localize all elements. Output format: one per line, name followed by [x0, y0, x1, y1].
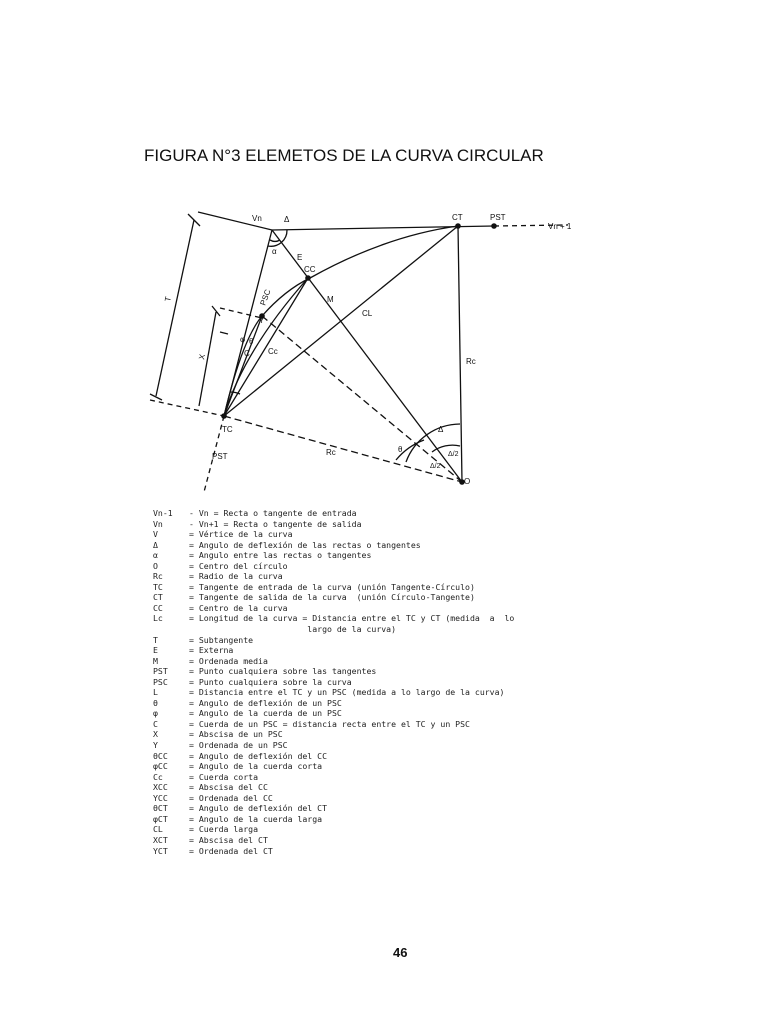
cc-point [305, 275, 311, 281]
legend-row [153, 550, 593, 561]
legend-description: = Abscisa del CC [189, 782, 268, 793]
label-t: T [163, 295, 173, 303]
legend-symbol: E [153, 645, 158, 656]
legend-row [153, 508, 593, 519]
legend-description: = Angulo de deflexión del CT [189, 803, 328, 814]
legend-row [153, 529, 593, 540]
legend-row [153, 561, 593, 572]
pst-point [491, 223, 497, 229]
legend-symbol: Y [153, 740, 158, 751]
legend-symbol: YCC [153, 792, 168, 803]
label-cc-chord: Cc [268, 347, 278, 356]
tc-point [221, 413, 227, 419]
label-e: E [297, 253, 303, 262]
legend-description: = Angulo de deflexión de un PSC [189, 697, 342, 708]
legend-description: = Ordenada media [189, 655, 268, 666]
legend-row [153, 793, 593, 804]
legend-symbol: CL [153, 824, 163, 835]
legend-row [153, 635, 593, 646]
label-theta-o: θ [398, 445, 403, 454]
legend-symbol: θCT [153, 803, 168, 814]
legend-symbol: O [153, 560, 158, 571]
legend-row [153, 814, 593, 825]
legend-symbol: XCT [153, 834, 168, 845]
page-title: FIGURA N°3 ELEMETOS DE LA CURVA CIRCULAR [144, 146, 544, 165]
legend-row [153, 719, 593, 730]
label-cl: CL [362, 309, 373, 318]
label-m: M [327, 295, 334, 304]
legend-symbol: M [153, 655, 158, 666]
legend-symbol: XCC [153, 782, 168, 793]
legend-description: = Cuerda de un PSC = distancia recta entre el TC y un PSC [189, 718, 470, 729]
legend-description: = Abscisa del CT [189, 834, 268, 845]
legend-row [153, 803, 593, 814]
legend-row [153, 677, 593, 688]
label-x: X [197, 353, 208, 361]
label-delta-top: Δ [284, 215, 290, 224]
alpha-angle-arc [270, 240, 280, 241]
legend-description: = Tangente de entrada de la curva (unión Tangente-Círculo) [189, 581, 475, 592]
legend-symbol: Δ [153, 539, 158, 550]
label-vn: Vn [252, 214, 262, 223]
legend-symbol: φCT [153, 813, 168, 824]
legend-description: = Ordenada del CT [189, 845, 273, 856]
label-psc: PSC [258, 288, 273, 307]
legend-description: = Punto cualquiera sobre las tangentes [189, 666, 377, 677]
legend-symbol: φCC [153, 761, 168, 772]
legend-row [153, 592, 593, 603]
legend-description: = Tangente de salida de la curva (unión Círculo-Tangente) [189, 592, 475, 603]
legend-description: = Centro del círculo [189, 560, 288, 571]
legend-row [153, 656, 593, 667]
legend-description: = Angulo de la cuerda larga [189, 813, 323, 824]
legend-description: = Cuerda corta [189, 771, 259, 782]
legend-description: = Angulo de deflexión del CC [189, 750, 328, 761]
legend-row [153, 729, 593, 740]
tangent-tick [220, 332, 228, 334]
legend-description: - Vn+1 = Recta o tangente de salida [189, 518, 362, 529]
legend-description: = Centro de la curva [189, 602, 288, 613]
legend-row [153, 835, 593, 846]
label-delta-o: Δ [438, 425, 444, 434]
legend-symbol: φ [153, 708, 158, 719]
label-vn1: Vn + 1 [548, 222, 572, 231]
legend-row [153, 751, 593, 762]
legend-description: = Longitud de la curva = Distancia entre el TC y CT (medida a lo largo de la curva) [189, 613, 515, 635]
legend-description: = Cuerda larga [189, 824, 259, 835]
legend-symbol: T [153, 634, 158, 645]
label-rc-right: Rc [466, 357, 476, 366]
label-ct: CT [452, 213, 463, 222]
legend-description: = Abscisa de un PSC [189, 729, 283, 740]
ct-point [455, 223, 461, 229]
label-tc: TC [222, 425, 233, 434]
legend-description: = Vértice de la curva [189, 529, 293, 540]
legend-description: - Vn = Recta o tangente de entrada [189, 508, 357, 518]
legend-row [153, 698, 593, 709]
radius-tc [224, 416, 462, 482]
legend-symbol: Cc [153, 771, 163, 782]
legend-description: = Angulo entre las rectas o tangentes [189, 550, 372, 561]
legend-symbol: X [153, 729, 158, 740]
legend-description: = Ordenada del CC [189, 792, 273, 803]
label-delta-half-2: Δ/2 [430, 463, 441, 470]
legend-symbol: Vn-1 [153, 508, 173, 518]
legend-row [153, 613, 593, 634]
legend-symbol: CT [153, 592, 163, 603]
label-alpha: α [272, 247, 277, 256]
legend-row [153, 846, 593, 857]
legend-row [153, 519, 593, 530]
x-dimension-dashed [220, 308, 262, 318]
label-cc: CC [304, 265, 316, 274]
legend-symbol: YCT [153, 845, 168, 856]
legend-symbol: Rc [153, 571, 163, 582]
legend-row [153, 645, 593, 656]
radius-psc [262, 316, 462, 482]
legend-symbol: V [153, 529, 158, 540]
legend-row [153, 708, 593, 719]
legend-row [153, 772, 593, 783]
legend-list [153, 508, 593, 856]
label-rc-bottom: Rc [326, 448, 336, 457]
legend-row [153, 603, 593, 614]
label-pst-bottom: PST [212, 452, 228, 461]
legend-description: = Punto cualquiera sobre la curva [189, 676, 352, 687]
t-dimension-line [156, 220, 194, 396]
legend-row [153, 687, 593, 698]
legend-symbol: Lc [153, 613, 163, 624]
legend-row [153, 582, 593, 593]
legend-symbol: θ [153, 697, 158, 708]
legend-description: = Angulo de deflexión de las rectas o tangentes [189, 539, 421, 550]
legend-description: = Angulo de la cuerda corta [189, 761, 323, 772]
page-number: 46 [393, 945, 408, 960]
bisector-line [272, 230, 462, 482]
label-delta-half: Δ/2 [448, 451, 459, 458]
legend-symbol: C [153, 718, 158, 729]
legend-description: = Subtangente [189, 634, 254, 645]
legend-symbol: PST [153, 666, 168, 677]
legend-row [153, 666, 593, 677]
label-c: C [244, 349, 250, 358]
label-pst: PST [490, 213, 506, 222]
legend-description: = Externa [189, 645, 234, 656]
legend-description: = Ordenada de un PSC [189, 740, 288, 751]
label-phi: φ [240, 335, 246, 344]
legend-symbol: CC [153, 602, 163, 613]
legend-row [153, 740, 593, 751]
legend-description: = Distancia entre el TC y un PSC (medida a lo largo de la curva) [189, 687, 505, 698]
legend-symbol: TC [153, 581, 163, 592]
legend-row [153, 540, 593, 551]
legend-symbol: PSC [153, 676, 168, 687]
t-dimension-tick-top [188, 214, 200, 226]
legend-row [153, 782, 593, 793]
label-y: Y [259, 316, 265, 325]
legend-row [153, 571, 593, 582]
legend-description: = Radio de la curva [189, 571, 283, 582]
label-o: O [464, 477, 471, 486]
radius-ct [458, 226, 462, 482]
legend-symbol: L [153, 687, 158, 698]
legend-symbol: θCC [153, 750, 168, 761]
legend-row [153, 761, 593, 772]
legend-description: = Angulo de la cuerda de un PSC [189, 708, 342, 719]
label-theta-small: θ [249, 337, 254, 346]
legend-symbol: Vn [153, 518, 163, 529]
legend-symbol: α [153, 550, 158, 561]
legend-row [153, 824, 593, 835]
tangent-dashed-lower [150, 400, 224, 416]
